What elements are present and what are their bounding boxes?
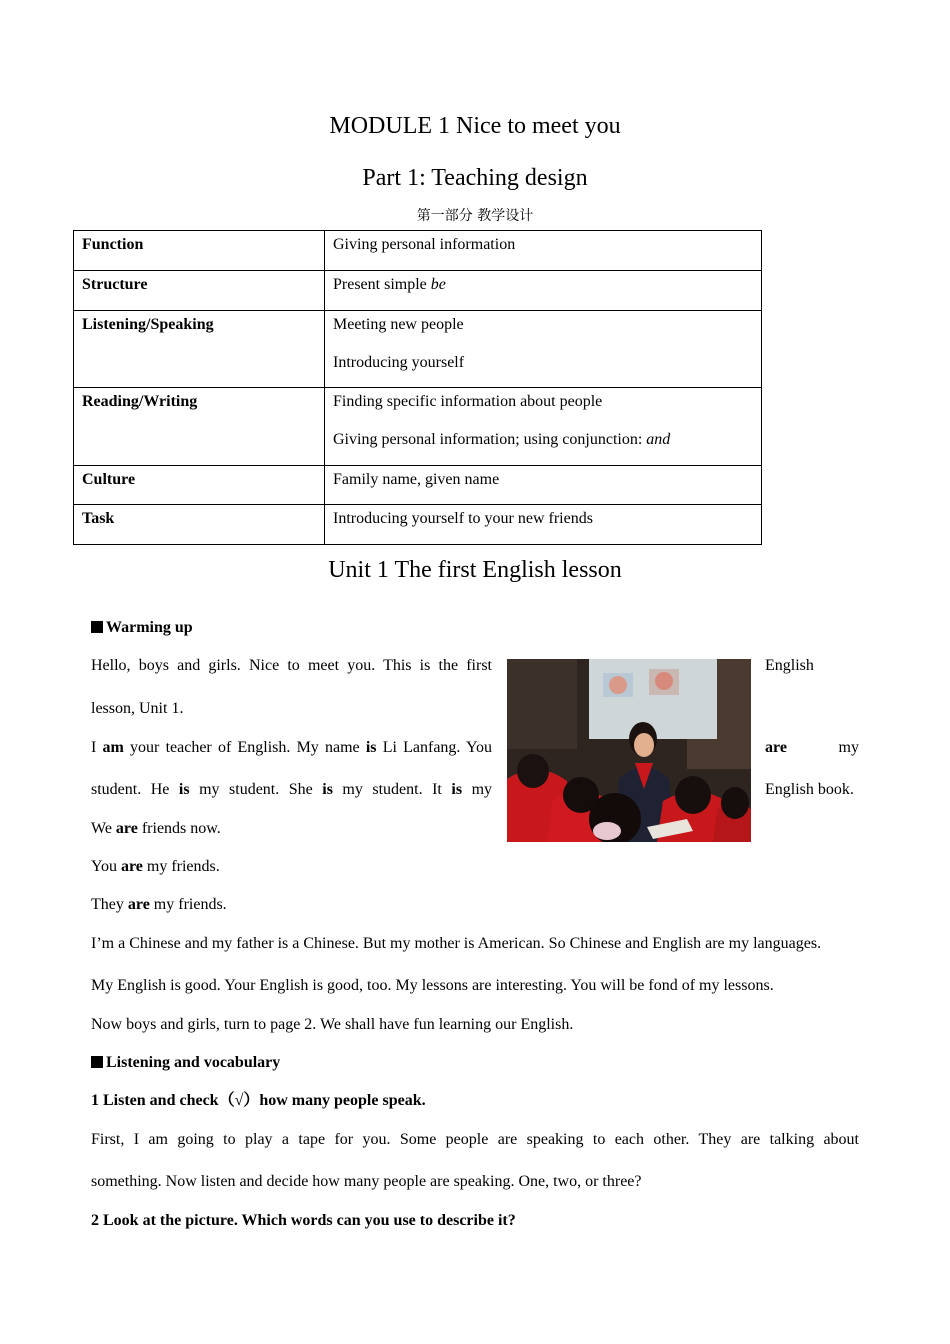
square-bullet-icon [91, 1056, 103, 1068]
row-value: Family name, given name [325, 466, 762, 505]
table-row [74, 388, 762, 466]
module-title: MODULE 1 Nice to meet you [329, 113, 621, 139]
square-bullet-icon [91, 621, 103, 633]
task-1-heading: 1 Listen and check（√）how many people speak. [91, 1092, 426, 1109]
row-value: Meeting new people Introducing yourself [325, 311, 762, 388]
paragraph-line: You are my friends. [91, 858, 220, 875]
table-row [74, 231, 762, 271]
row-value: Giving personal information [325, 231, 762, 271]
part-title: Part 1: Teaching design [362, 165, 588, 191]
row-key: Structure [74, 271, 325, 311]
warming-up-heading: Warming up [91, 618, 193, 638]
classroom-photo-illustration [507, 659, 751, 842]
paragraph-line: They are my friends. [91, 896, 227, 913]
paragraph-line: Now boys and girls, turn to page 2. We shall have fun learning our English. [91, 1016, 574, 1033]
paragraph-line: First, I am going to play a tape for you. Some people are speaking to each other. They are talking about [91, 1131, 859, 1148]
table-row [74, 271, 762, 311]
part-title-chinese: 第一部分 教学设计 [416, 208, 534, 224]
paragraph-line: English book. [765, 781, 854, 798]
table-row [74, 505, 762, 545]
row-value: Present simple be [325, 271, 762, 311]
row-value: Introducing yourself to your new friends [325, 505, 762, 545]
paragraph-line: English [765, 657, 814, 674]
row-value: Finding specific information about people Giving personal information; using conjunction: and [325, 388, 762, 466]
table-row [74, 466, 762, 505]
classroom-photo [507, 659, 751, 842]
task-2-heading: 2 Look at the picture. Which words can you use to describe it? [91, 1212, 516, 1229]
teaching-design-table [73, 230, 762, 545]
row-key: Culture [74, 466, 325, 505]
row-key: Task [74, 505, 325, 545]
paragraph-line: I’m a Chinese and my father is a Chinese. But my mother is American. So Chinese and English are my languages. [91, 935, 822, 952]
paragraph-line: My English is good. Your English is good, too. My lessons are interesting. You will be fond of my lessons. [91, 977, 774, 994]
unit-title: Unit 1 The first English lesson [328, 557, 622, 583]
row-key: Reading/Writing [74, 388, 325, 466]
listening-heading: Listening and vocabulary [91, 1053, 280, 1073]
paragraph-line: Hello, boys and girls. Nice to meet you. This is the first [91, 657, 492, 674]
paragraph-line: lesson, Unit 1. [91, 700, 184, 717]
paragraph-line: student. He is my student. She is my student. It is my [91, 781, 493, 798]
paragraph-line: I am your teacher of English. My name is Li Lanfang. You [91, 739, 492, 756]
row-key: Function [74, 231, 325, 271]
paragraph-line: are my [765, 739, 859, 756]
paragraph-line: something. Now listen and decide how many people are speaking. One, two, or three? [91, 1173, 642, 1190]
table-row [74, 311, 762, 388]
paragraph-line: We are friends now. [91, 820, 221, 837]
row-key: Listening/Speaking [74, 311, 325, 388]
